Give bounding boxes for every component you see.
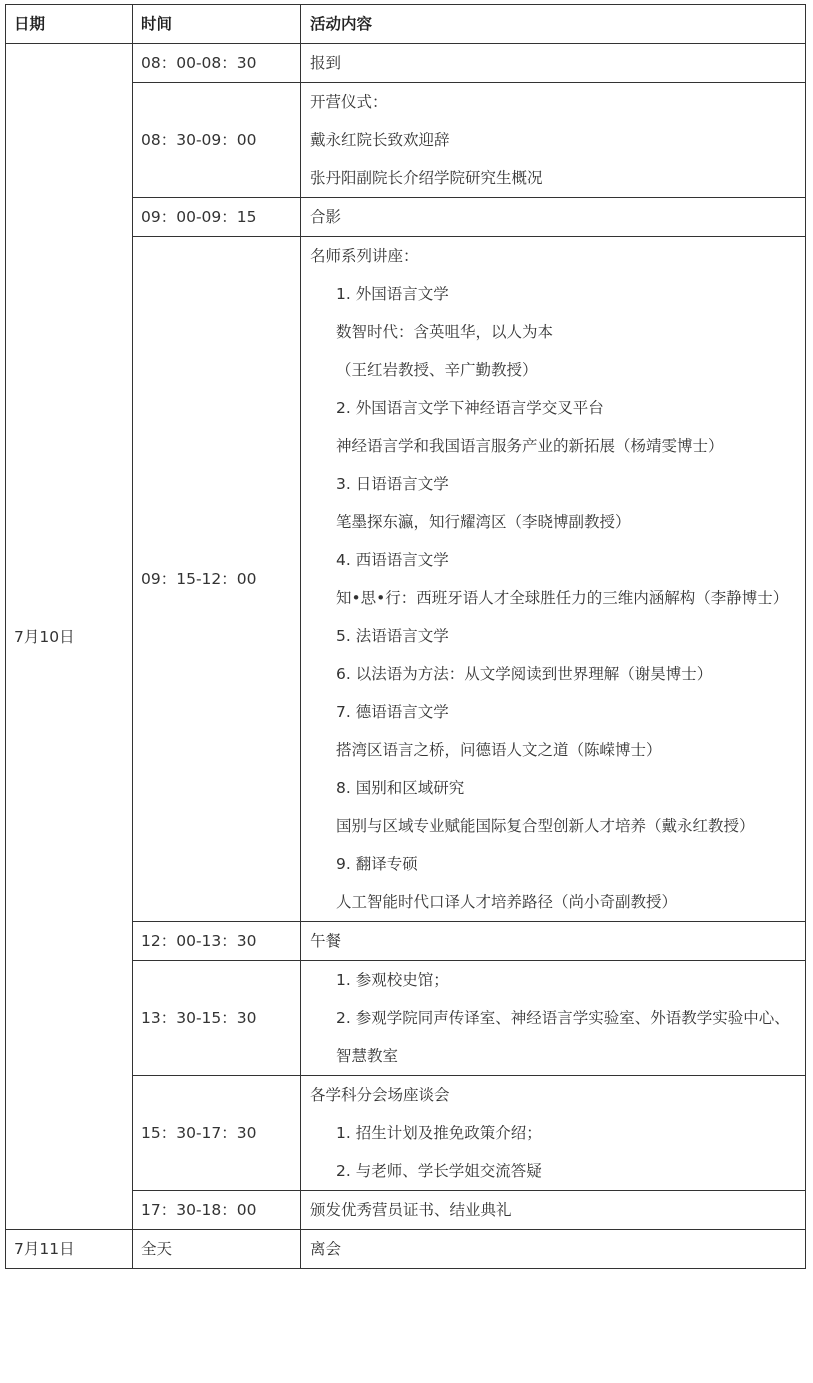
content-line: 名师系列讲座： bbox=[310, 247, 419, 265]
content-line: 颁发优秀营员证书、结业典礼 bbox=[310, 1201, 512, 1219]
table-row bbox=[6, 1230, 806, 1269]
time-cell: 09：15-12：00 bbox=[133, 237, 301, 922]
content-line: 戴永红院长致欢迎辞 bbox=[310, 131, 450, 149]
content-line: 开营仪式： bbox=[310, 93, 388, 111]
content-cell bbox=[301, 198, 806, 237]
content-line: 合影 bbox=[310, 208, 342, 226]
content-line: 各学科分会场座谈会 bbox=[310, 1086, 450, 1104]
content-line: 9. 翻译专硕 bbox=[336, 855, 418, 873]
content-line: 2. 参观学院同声传译室、神经语言学实验室、外语教学实验中心、智慧教室 bbox=[336, 1009, 790, 1065]
content-line: 数智时代：含英咀华，以人为本 bbox=[336, 323, 554, 341]
content-line: 午餐 bbox=[310, 932, 342, 950]
content-line: 张丹阳副院长介绍学院研究生概况 bbox=[310, 169, 543, 187]
content-line: 4. 西语语言文学 bbox=[336, 551, 449, 569]
content-line: 报到 bbox=[310, 54, 342, 72]
content-cell bbox=[301, 1230, 806, 1269]
content-line: 1. 招生计划及推免政策介绍； bbox=[336, 1124, 542, 1142]
time-cell: 全天 bbox=[133, 1230, 301, 1269]
content-line: 1. 参观校史馆； bbox=[336, 971, 449, 989]
content-line: 国别与区域专业赋能国际复合型创新人才培养（戴永红教授） bbox=[336, 817, 755, 835]
content-cell bbox=[301, 83, 806, 198]
schedule-table bbox=[5, 4, 806, 1269]
content-cell bbox=[301, 1191, 806, 1230]
content-line: 1. 外国语言文学 bbox=[336, 285, 449, 303]
content-line: 笔墨探东瀛，知行耀湾区（李晓博副教授） bbox=[336, 513, 631, 531]
content-line: 神经语言学和我国语言服务产业的新拓展（杨靖雯博士） bbox=[336, 437, 724, 455]
content-line: （王红岩教授、辛广勤教授） bbox=[336, 361, 538, 379]
content-cell bbox=[301, 237, 806, 922]
content-cell bbox=[301, 922, 806, 961]
time-cell: 09：00-09：15 bbox=[133, 198, 301, 237]
table-row bbox=[6, 44, 806, 83]
time-cell: 15：30-17：30 bbox=[133, 1076, 301, 1191]
content-cell bbox=[301, 961, 806, 1076]
content-line: 6. 以法语为方法：从文学阅读到世界理解（谢昊博士） bbox=[336, 665, 713, 683]
content-line: 人工智能时代口译人才培养路径（尚小奇副教授） bbox=[336, 893, 678, 911]
time-cell: 08：30-09：00 bbox=[133, 83, 301, 198]
header-row bbox=[6, 5, 806, 44]
time-cell: 17：30-18：00 bbox=[133, 1191, 301, 1230]
content-cell bbox=[301, 1076, 806, 1191]
content-line: 搭湾区语言之桥，问德语人文之道（陈嵘博士） bbox=[336, 741, 662, 759]
content-line: 5. 法语语言文学 bbox=[336, 627, 449, 645]
header-date: 日期 bbox=[6, 5, 133, 44]
content-line: 8. 国别和区域研究 bbox=[336, 779, 465, 797]
time-cell: 12：00-13：30 bbox=[133, 922, 301, 961]
date-cell-day2: 7月11日 bbox=[6, 1230, 133, 1269]
content-line: 离会 bbox=[310, 1240, 342, 1258]
content-line: 知•思•行：西班牙语人才全球胜任力的三维内涵解构（李静博士） bbox=[336, 589, 789, 607]
content-line: 2. 外国语言文学下神经语言学交叉平台 bbox=[336, 399, 604, 417]
time-cell: 08：00-08：30 bbox=[133, 44, 301, 83]
content-line: 7. 德语语言文学 bbox=[336, 703, 449, 721]
content-cell bbox=[301, 44, 806, 83]
time-cell: 13：30-15：30 bbox=[133, 961, 301, 1076]
header-time: 时间 bbox=[133, 5, 301, 44]
content-line: 2. 与老师、学长学姐交流答疑 bbox=[336, 1162, 542, 1180]
date-cell-day1: 7月10日 bbox=[6, 44, 133, 1230]
header-content: 活动内容 bbox=[301, 5, 806, 44]
content-line: 3. 日语语言文学 bbox=[336, 475, 449, 493]
